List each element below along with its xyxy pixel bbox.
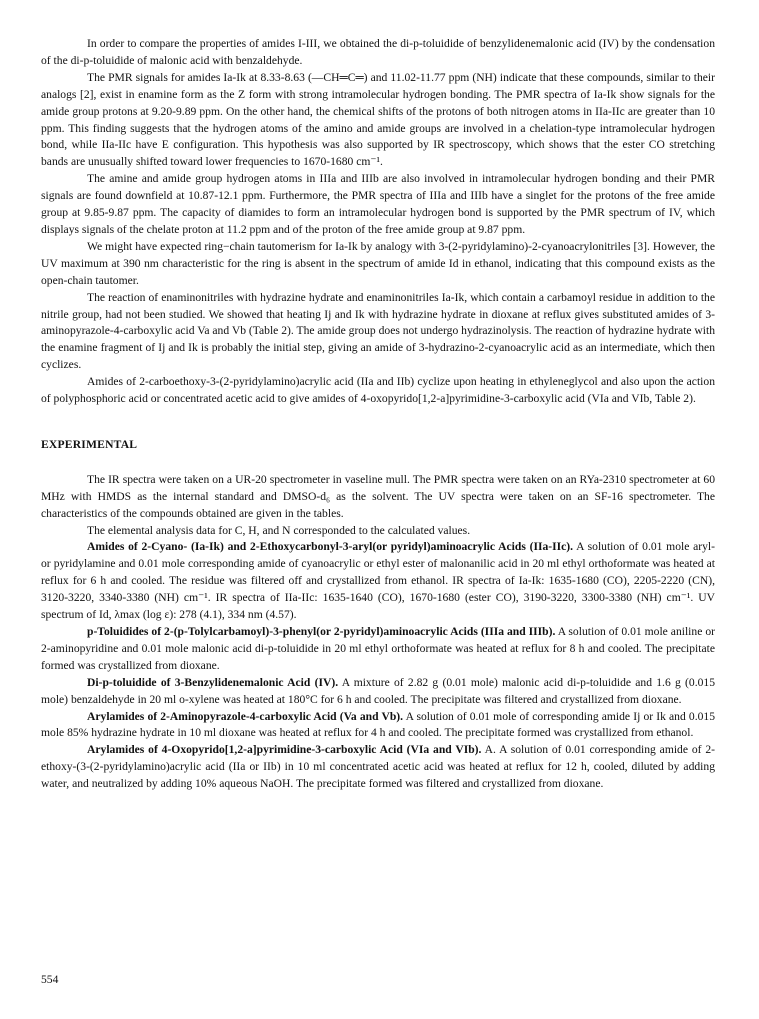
paragraph-exp-4 xyxy=(41,624,715,675)
paragraph-exp-1 xyxy=(41,472,715,523)
section-heading-experimental: EXPERIMENTAL xyxy=(41,437,138,451)
paragraph-text: A solution of 0.01 mole of corresponding amide Ij or Ik and 0.015 mole 85% hydrazine hydrate in 10 ml dioxane was heated at reflux for 4 h and cooled. The precipitate formed was crystallized from ethanol. xyxy=(41,709,715,740)
paragraph-intro-3: The amine and amide group hydrogen atoms in IIIa and IIIb are also involved in intramolecular hydrogen bonding and their PMR signals are found downfield at 10.87-12.1 ppm. Furthermore, the PMR spectra of IIIa and IIIb have a singlet for the protons of the free amide group at 9.85-9.87 ppm. The capacity of diamides to form an intramolecular hydrogen bond is supported by the PMR spectrum of IV, which displays signals of the chelate proton at 11.2 ppm and of the proton of the free amide group at 9.87 ppm. xyxy=(41,172,715,236)
paragraph-text: A mixture of 2.82 g (0.01 mole) malonic acid di-p-toluidide and 1.6 g (0.015 mole) benzaldehyde in 20 ml o-xylene was heated at 180°C for 6 h and cooled. The precipitate was filtered and crystallized from dioxane. xyxy=(41,675,715,706)
paragraph-intro-4: We might have expected ring−chain tautomerism for Ia-Ik by analogy with 3-(2-pyridylamino)-2-cyanoacrylonitriles [3]. However, the UV maximum at 390 nm characteristic for the ring is absent in the spectrum of amide Id in ethanol, indicating that this compound exists as the open-chain tautomer. xyxy=(41,239,715,287)
paragraph-intro-2: The PMR signals for amides Ia-Ik at 8.33-8.63 (—CH═C═) and 11.02-11.77 ppm (NH) indicate that these compounds, similar to their analogs [2], exist in enamine form as the Z form with strong intramolecular hydrogen bonding. The PMR spectra of Ia-Ik show signals for the amide group protons at 9.20-9.89 ppm. On the other hand, the chemical shifts of the protons of both nitrogen atoms in IIa-IIc are greater than 10 ppm. This finding suggests that the hydrogen atoms of the amino and amide groups are involved in a chelation-type intramolecular hydrogen bond, while IIa-IIc have E configuration. This hypothesis was also supported by IR spectroscopy, which shows that the ester CO stretching bands are unusually shifted toward lower frequencies to 1670-1680 cm⁻¹. xyxy=(41,70,715,169)
paragraph-lead: Arylamides of 2-Aminopyrazole-4-carboxylic Acid (Va and Vb). xyxy=(87,709,404,723)
paragraph-exp-7 xyxy=(41,742,715,793)
paragraph-text: The elemental analysis data for C, H, and N corresponded to the calculated values. xyxy=(87,523,471,537)
paragraph-lead: p-Toluidides of 2-(p-Tolylcarbamoyl)-3-phenyl(or 2-pyridyl)aminoacrylic Acids (IIIa and IIIb). xyxy=(87,625,556,638)
paragraph-text: A solution of 0.01 mole aniline or 2-aminopyridine and 0.01 mole malonic acid di-p-toluidide in 20 ml ethyl orthoformate was heated at reflux for 8 h and cooled. The precipitate formed was crystallized from dioxane. xyxy=(41,625,715,672)
paragraph-intro-1: In order to compare the properties of amides I-III, we obtained the di-p-toluidide of benzylidenemalonic acid (IV) by the condensation of the di-p-toluidide of malonic acid with benzaldehyde. xyxy=(41,37,715,67)
paragraph-lead: Arylamides of 4-Oxopyrido[1,2-a]pyrimidine-3-carboxylic Acid (VIa and VIb). xyxy=(87,743,482,757)
article-body xyxy=(41,36,715,793)
paragraph-intro-5: The reaction of enaminonitriles with hydrazine hydrate and enaminonitriles Ia-Ik, which contain a carbamoyl residue in addition to the nitrile group, had not been studied. We showed that heating Ij and Ik with hydrazine hydrate in dioxane at reflux gives substituted amides of 3-aminopyrazole-4-carboxylic acid Va and Vb (Table 2). The amide group does not undergo hydrazinolysis. The reaction of hydrazine hydrate with the enamine fragment of Ij and Ik is probably the initial step, giving an amide of 3-hydrazino-2-cyanoacrylic acid as an intermediate, which then cyclizes. xyxy=(41,290,715,372)
paragraph-exp-2 xyxy=(41,523,715,540)
paragraph-text: A solution of 0.01 mole aryl- or pyridylamine and 0.01 mole corresponding amide of cyanoacrylic or ethyl ester of malonanilic acid in 20 ml ethyl orthoformate was heated at reflux for 6 h and cooled. The residue was filtered off and crystallized from ethanol. IR spectra of Ia-Ik: 1635-1680 (CO), 2205-2220 (CN), 3120-3220, 3340-3380 (NH) cm⁻¹. IR spectra of IIa-IIc: 1635-1640 (CO), 1670-1680 (ester CO), 3190-3220, 3300-3380 (NH) cm⁻¹. UV spectrum of Id, λmax (log ε): 278 (4.1), 334 nm (4.57). xyxy=(41,540,715,622)
paragraph-text: A. A solution of 0.01 corresponding amide of 2-ethoxy-(3-(2-pyridylamino)acrylic acid (IIa or IIb) in 10 ml concentrated acetic acid was heated at reflux for 12 h, cooled, diluted by adding water, and neutralized by adding 10% aqueous NaOH. The precipitate formed was filtered and crystallized from dioxane. xyxy=(41,743,715,791)
paragraph-intro-6: Amides of 2-carboethoxy-3-(2-pyridylamino)acrylic acid (IIa and IIb) cyclize upon heating in ethyleneglycol and also upon the action of polyphosphoric acid or concentrated acetic acid to give amides of 4-oxopyrido[1,2-a]pyrimidine-3-carboxylic acid (VIa and VIb, Table 2). xyxy=(41,375,715,406)
paragraph-exp-6 xyxy=(41,709,715,743)
paragraph-lead: Amides of 2-Cyano- (Ia-Ik) and 2-Ethoxycarbonyl-3-aryl(or pyridyl)aminoacrylic Acids (IIa-IIc). xyxy=(87,540,574,554)
paragraph-text: The IR spectra were taken on a UR-20 spectrometer in vaseline mull. The PMR spectra were taken on an RYa-2310 spectrometer at 60 MHz with HMDS as the internal standard and DMSO-d₆ as the solvent. The UV spectra were taken on an SF-16 spectrometer. The characteristics of the compounds obtained are given in the tables. xyxy=(41,472,715,520)
page-number: 554 xyxy=(41,973,59,986)
paragraph-exp-5 xyxy=(41,675,715,709)
paragraph-exp-3 xyxy=(41,539,715,624)
paragraph-lead: Di-p-toluidide of 3-Benzylidenemalonic Acid (IV). xyxy=(87,675,339,689)
